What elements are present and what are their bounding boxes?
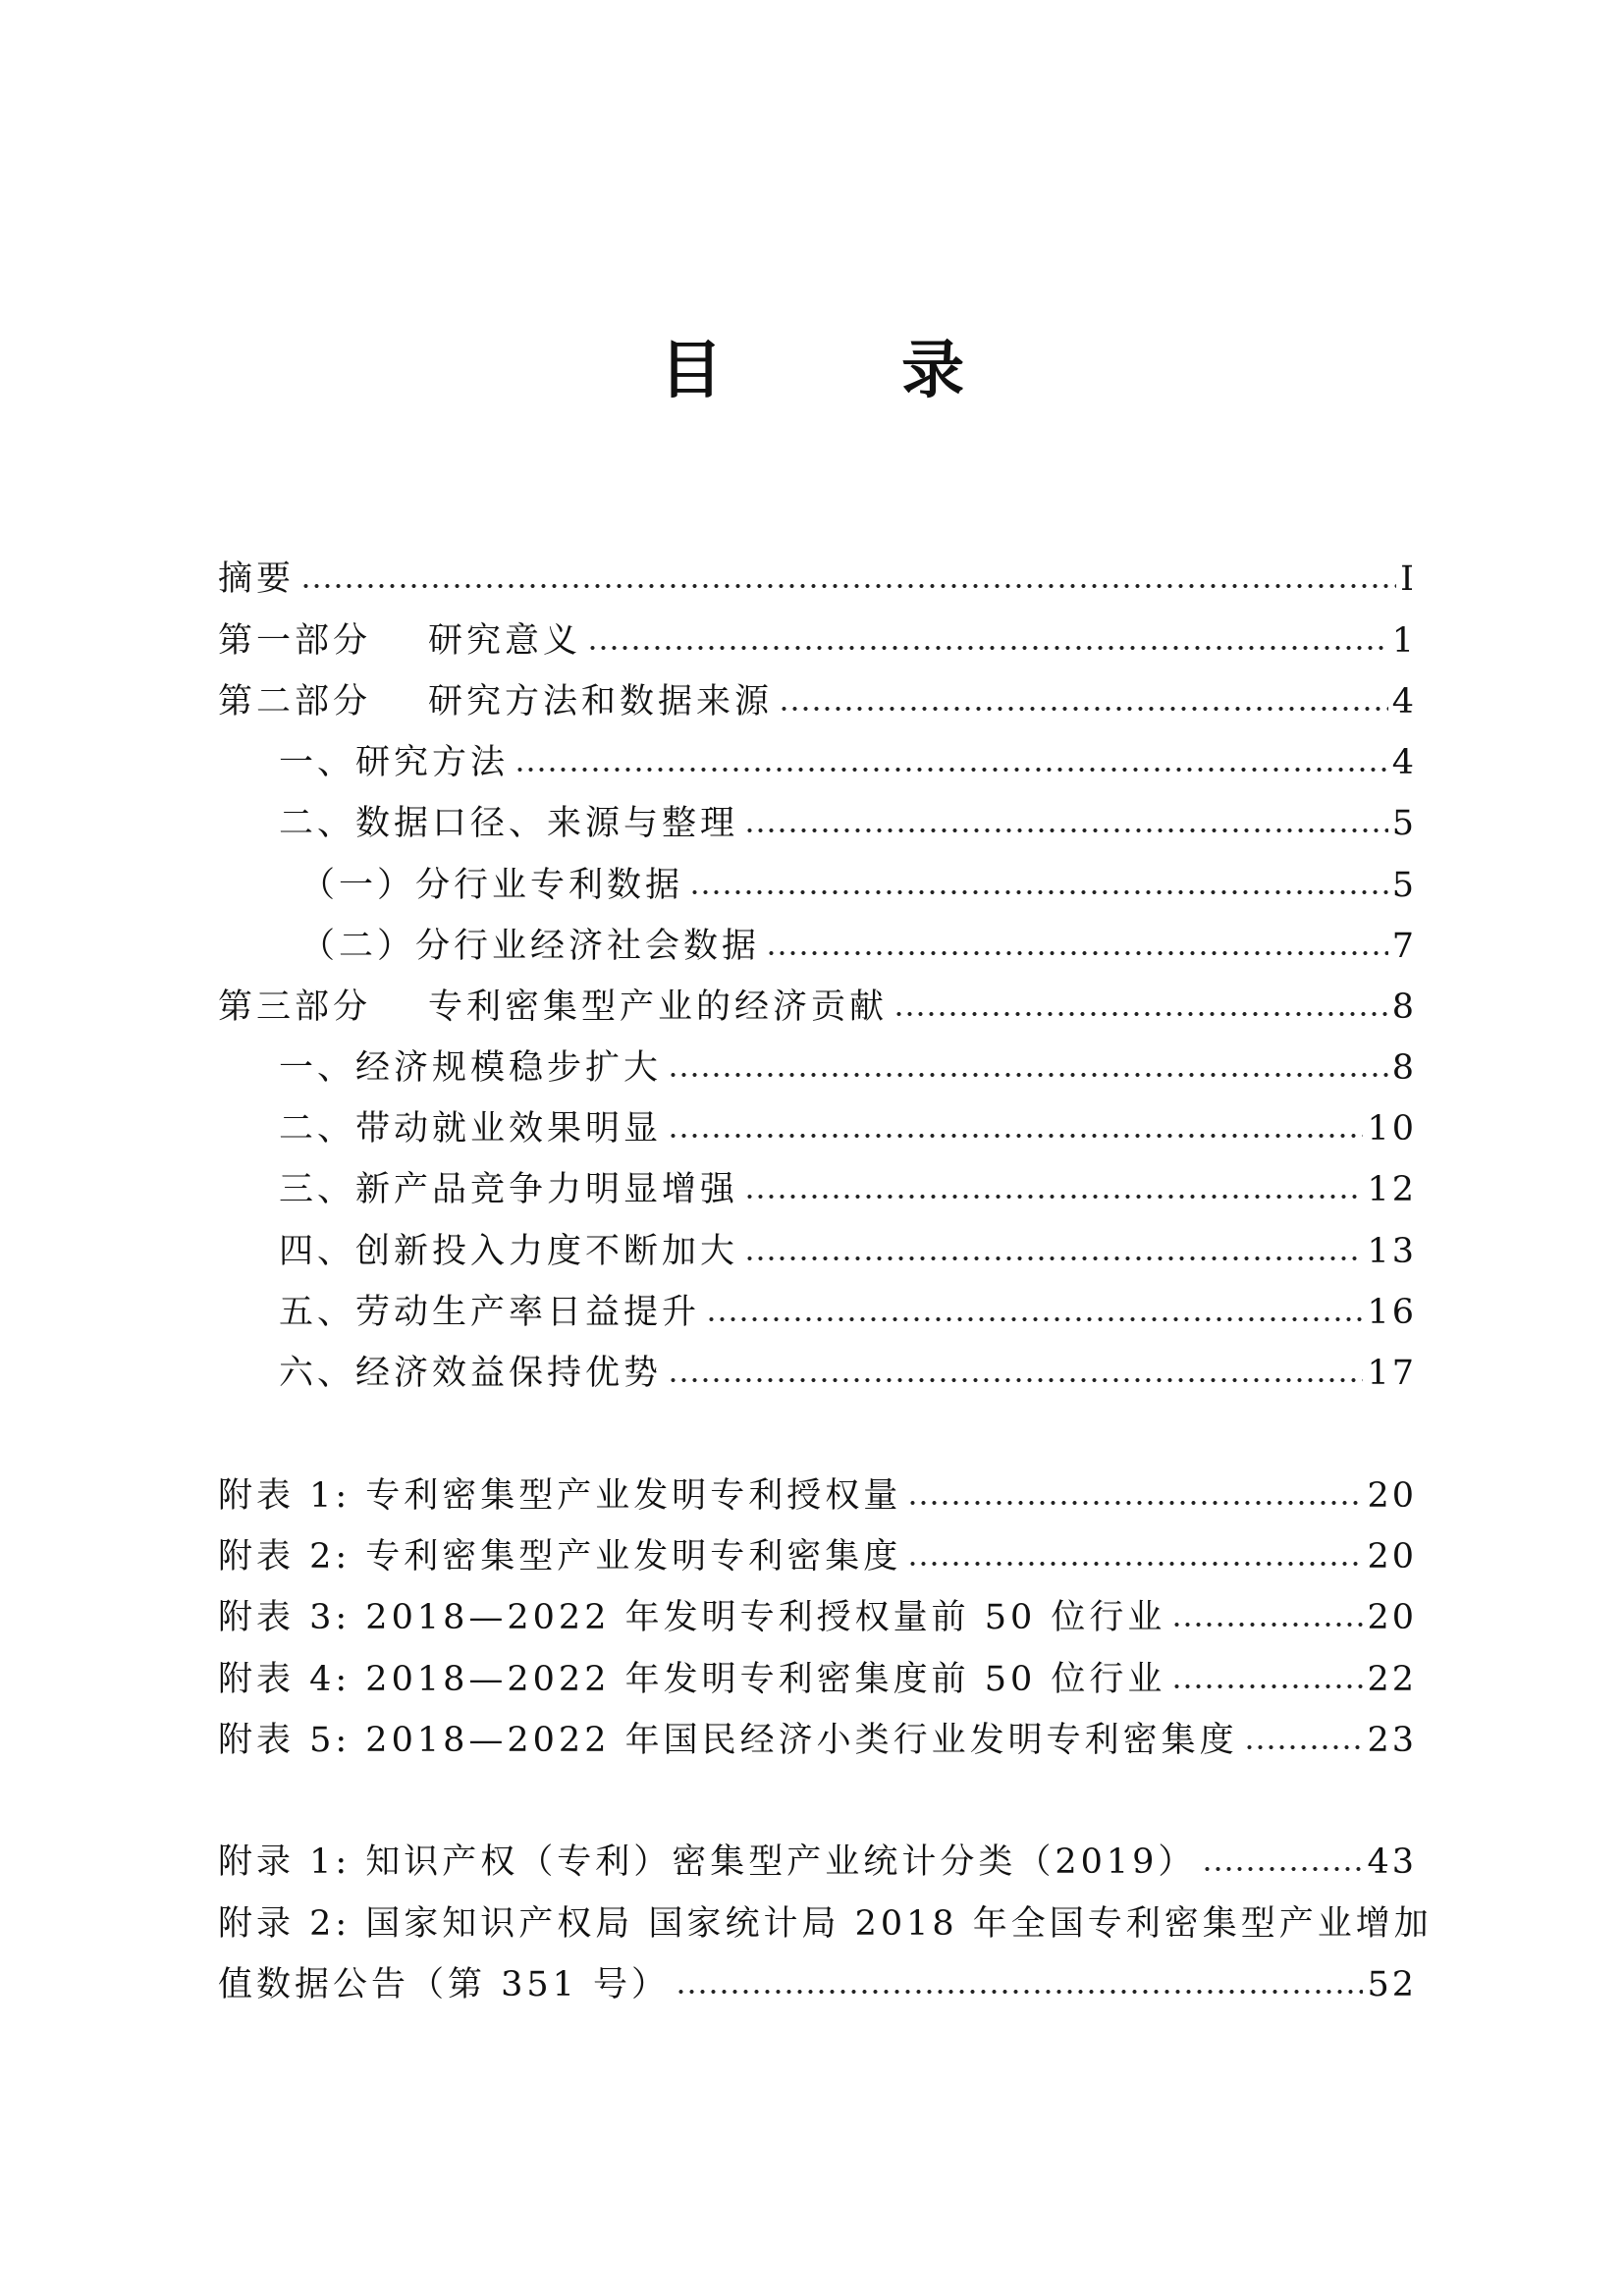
toc-part-label: 第二部分	[218, 682, 372, 721]
toc-label	[218, 617, 583, 665]
dot-leader	[1244, 1743, 1364, 1751]
toc-label: 一、经济规模稳步扩大	[279, 1048, 663, 1088]
toc-page-number: I	[1400, 560, 1417, 599]
toc-entry-part-1[interactable]	[218, 617, 1417, 665]
toc-page-number: 5	[1391, 804, 1417, 843]
toc-entry-appendix-table-3[interactable]	[218, 1594, 1417, 1641]
toc-label: 三、新产品竞争力明显增强	[279, 1170, 739, 1209]
toc-part-label: 第一部分	[218, 621, 372, 661]
toc-page-number: 1	[1391, 621, 1417, 661]
toc-entry-2-2[interactable]	[279, 800, 1417, 847]
dot-leader	[587, 644, 1388, 652]
toc-page-number: 8	[1391, 1048, 1417, 1088]
toc-label: （二）分行业经济社会数据	[300, 927, 761, 966]
toc-entry-3-6[interactable]	[279, 1350, 1417, 1397]
toc-entry-appendix-2-line1[interactable]: 附录 2: 国家知识产权局 国家统计局 2018 年全国专利密集型产业增加	[218, 1904, 1433, 1944]
toc-entry-3-4[interactable]	[279, 1228, 1417, 1275]
toc-entry-appendix-1[interactable]	[218, 1839, 1417, 1886]
toc-entry-appendix-table-1[interactable]	[218, 1472, 1417, 1520]
toc-page-number: 4	[1391, 682, 1417, 721]
dot-leader	[668, 1132, 1363, 1140]
toc-label	[218, 678, 775, 725]
toc-entry-appendix-table-5[interactable]	[218, 1717, 1417, 1764]
toc-page-number: 20	[1367, 1537, 1417, 1576]
toc-entry-appendix-table-2[interactable]	[218, 1533, 1417, 1580]
dot-leader	[766, 949, 1388, 957]
toc-entry-2-2-2[interactable]	[300, 923, 1417, 970]
toc-label: 二、数据口径、来源与整理	[279, 804, 739, 843]
toc-label: 附录 1: 知识产权（专利）密集型产业统计分类（2019）	[218, 1842, 1197, 1882]
toc-page-number: 17	[1367, 1354, 1417, 1393]
toc-page-number: 20	[1367, 1476, 1417, 1516]
toc-page-number: 4	[1391, 743, 1417, 782]
dot-leader	[744, 827, 1388, 834]
toc-label: 附表 4: 2018—2022 年发明专利密集度前 50 位行业	[218, 1660, 1166, 1699]
dot-leader	[893, 1010, 1388, 1018]
toc-entry-3-5[interactable]	[279, 1289, 1417, 1336]
toc-part-title: 研究方法和数据来源	[428, 682, 774, 721]
toc-entry-appendix-2[interactable]	[218, 1961, 1417, 2008]
toc-page-number: 23	[1367, 1721, 1417, 1760]
dot-leader	[1171, 1682, 1363, 1690]
toc-page-number: 43	[1367, 1842, 1417, 1882]
toc-entry-part-2[interactable]	[218, 678, 1417, 725]
toc-entry-2-1[interactable]	[279, 739, 1417, 786]
toc-page-number: 12	[1367, 1170, 1417, 1209]
toc-part-title: 专利密集型产业的经济贡献	[428, 988, 889, 1027]
toc-entry-abstract[interactable]	[218, 556, 1417, 603]
toc-page-number: 8	[1391, 988, 1417, 1027]
dot-leader	[744, 1255, 1363, 1262]
toc-label: 附表 2: 专利密集型产业发明专利密集度	[218, 1537, 902, 1576]
toc-label: 一、研究方法	[279, 743, 510, 782]
toc-label: 附表 3: 2018—2022 年发明专利授权量前 50 位行业	[218, 1598, 1166, 1637]
toc-entry-3-2[interactable]	[279, 1105, 1417, 1152]
toc-part-title: 研究意义	[428, 621, 582, 661]
toc-label: 五、劳动生产率日益提升	[279, 1293, 701, 1332]
dot-leader	[668, 1071, 1388, 1079]
toc-label: 附表 5: 2018—2022 年国民经济小类行业发明专利密集度	[218, 1721, 1238, 1760]
toc-page-number: 5	[1391, 866, 1417, 905]
toc-label: 二、带动就业效果明显	[279, 1109, 663, 1148]
dot-leader	[668, 1376, 1363, 1384]
dot-leader	[514, 766, 1388, 774]
toc-page-number: 22	[1367, 1660, 1417, 1699]
toc-page-number: 13	[1367, 1232, 1417, 1271]
dot-leader	[676, 1988, 1363, 1996]
dot-leader	[907, 1499, 1363, 1507]
dot-leader	[689, 888, 1388, 896]
dot-leader	[779, 705, 1388, 713]
toc-label: 附表 1: 专利密集型产业发明专利授权量	[218, 1476, 902, 1516]
toc-page-number: 7	[1391, 927, 1417, 966]
dot-leader	[907, 1560, 1363, 1568]
dot-leader	[706, 1315, 1363, 1323]
toc-label	[218, 984, 890, 1031]
toc-page-number: 16	[1367, 1293, 1417, 1332]
toc-label: 值数据公告（第 351 号）	[218, 1965, 671, 2004]
toc-entry-3-3[interactable]	[279, 1166, 1417, 1213]
toc-entry-appendix-table-4[interactable]	[218, 1656, 1417, 1703]
toc-entry-2-2-1[interactable]	[300, 862, 1417, 909]
toc-label: 摘要	[218, 560, 296, 599]
toc-page-number: 52	[1367, 1965, 1417, 2004]
toc-label: （一）分行业专利数据	[300, 866, 684, 905]
toc-page-number: 20	[1367, 1598, 1417, 1637]
toc-entry-3-1[interactable]	[279, 1044, 1417, 1092]
dot-leader	[744, 1193, 1363, 1201]
toc-entry-part-3[interactable]	[218, 984, 1417, 1031]
dot-leader	[1171, 1621, 1363, 1629]
page-title: 目 录	[659, 334, 1044, 407]
toc-page-number: 10	[1367, 1109, 1417, 1148]
toc-label: 四、创新投入力度不断加大	[279, 1232, 739, 1271]
dot-leader	[300, 582, 1396, 590]
dot-leader	[1202, 1865, 1363, 1873]
toc-label: 六、经济效益保持优势	[279, 1354, 663, 1393]
toc-part-label: 第三部分	[218, 988, 372, 1027]
